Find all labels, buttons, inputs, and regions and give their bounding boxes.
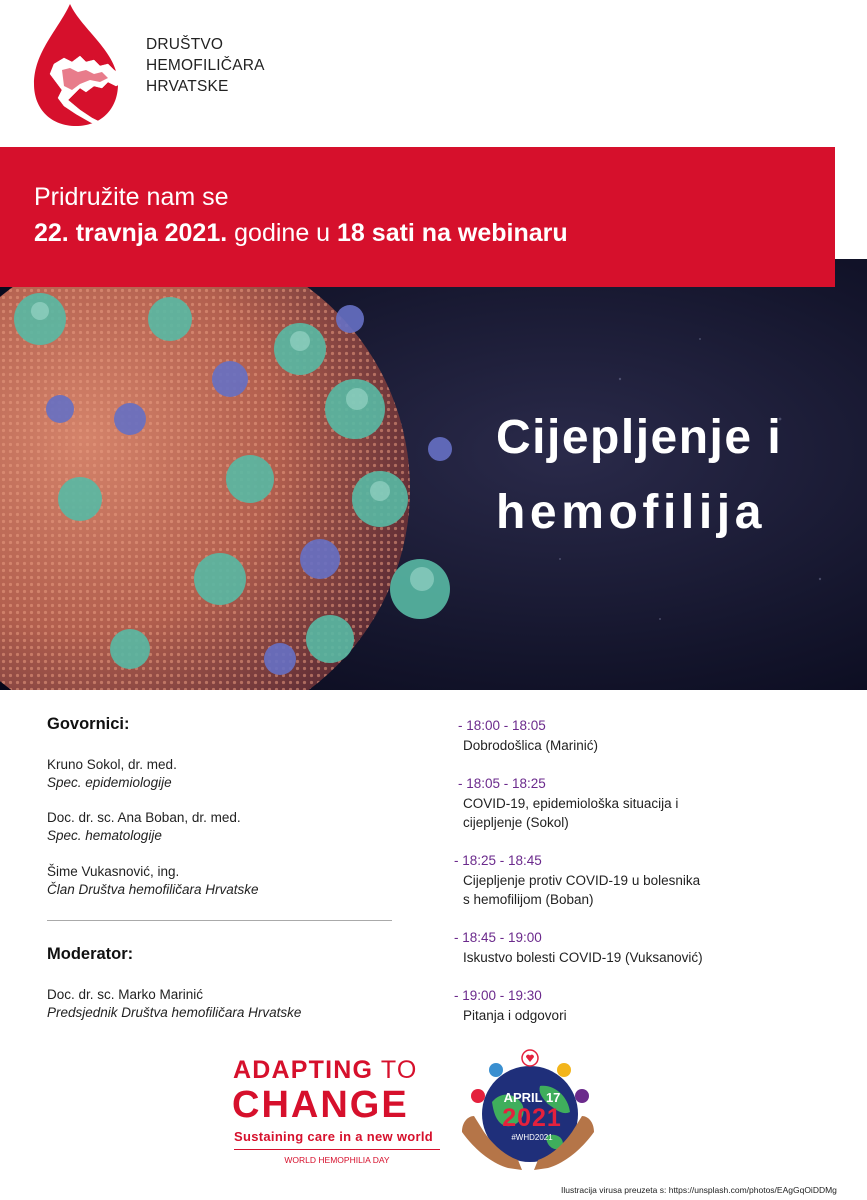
organization-name-line: HRVATSKE [146, 78, 229, 95]
speaker-name: Doc. dr. sc. Ana Boban, dr. med. [47, 810, 241, 825]
speaker-name: Kruno Sokol, dr. med. [47, 757, 177, 772]
speaker-entry [47, 756, 177, 792]
whd-year: 2021 [502, 1104, 562, 1132]
adapting-to-change-logo [233, 1056, 418, 1085]
agenda-item: COVID-19, epidemiološka situacija i [463, 796, 679, 811]
agenda-time: - 19:00 - 19:30 [454, 988, 542, 1003]
speaker-title: Spec. hematologije [47, 828, 162, 843]
virus-hero-image [0, 259, 867, 690]
webinar-title-line2: hemofilija [496, 486, 767, 539]
banner-date-time [34, 219, 568, 248]
speaker-title: Spec. epidemiologije [47, 775, 172, 790]
blood-drop-logo [28, 2, 138, 134]
agenda-time: - 18:00 - 18:05 [458, 718, 546, 733]
organization-name-line: HEMOFILIČARA [146, 57, 265, 74]
moderator-name: Doc. dr. sc. Marko Marinić [47, 987, 204, 1002]
whd-hashtag: #WHD2021 [511, 1133, 553, 1142]
to-word: TO [373, 1056, 418, 1084]
adapting-word: ADAPTING [233, 1056, 374, 1084]
world-hemophilia-day-label: WORLD HEMOPHILIA DAY [284, 1155, 390, 1165]
agenda-time: - 18:45 - 19:00 [454, 930, 542, 945]
logo-tagline: Sustaining care in a new world [234, 1129, 433, 1144]
organization-name-line: DRUŠTVO [146, 36, 224, 53]
speaker-name: Šime Vukasnović, ing. [47, 864, 180, 879]
agenda-time: - 18:25 - 18:45 [454, 853, 542, 868]
change-word: CHANGE [232, 1084, 409, 1126]
agenda-time: - 18:05 - 18:25 [458, 776, 546, 791]
agenda-item: cijepljenje (Sokol) [463, 815, 569, 830]
banner-invitation-text: Pridružite nam se [34, 183, 229, 211]
section-divider [47, 920, 392, 921]
speakers-heading: Govornici: [47, 715, 130, 733]
banner-time: 18 sati na webinaru [337, 219, 568, 247]
agenda-item: Cijepljenje protiv COVID-19 u bolesnika [463, 873, 701, 888]
moderator-title: Predsjednik Društva hemofiličara Hrvatske [47, 1005, 302, 1020]
webinar-title-line1: Cijepljenje i [496, 411, 783, 464]
whd-date: APRIL 17 [503, 1090, 561, 1105]
banner-mid: godine u [227, 219, 338, 247]
agenda-item: Iskustvo bolesti COVID-19 (Vuksanović) [463, 950, 703, 965]
speaker-title: Član Društva hemofiličara Hrvatske [47, 882, 259, 897]
agenda-item: Pitanja i odgovori [463, 1008, 567, 1023]
moderator-entry [47, 986, 301, 1022]
logo-rule [234, 1149, 440, 1150]
agenda-item: Dobrodošlica (Marinić) [463, 738, 599, 753]
speaker-entry [47, 863, 259, 899]
speaker-entry [47, 809, 241, 845]
moderator-heading: Moderator: [47, 945, 134, 963]
image-credit: Ilustracija virusa preuzeta s: https://unsplash.com/photos/EAgGqOiDDMg [561, 1185, 837, 1195]
organization-name [146, 34, 265, 97]
banner-date: 22. travnja 2021. [34, 219, 228, 247]
agenda-item: s hemofilijom (Boban) [463, 892, 594, 907]
invitation-banner [0, 147, 835, 287]
